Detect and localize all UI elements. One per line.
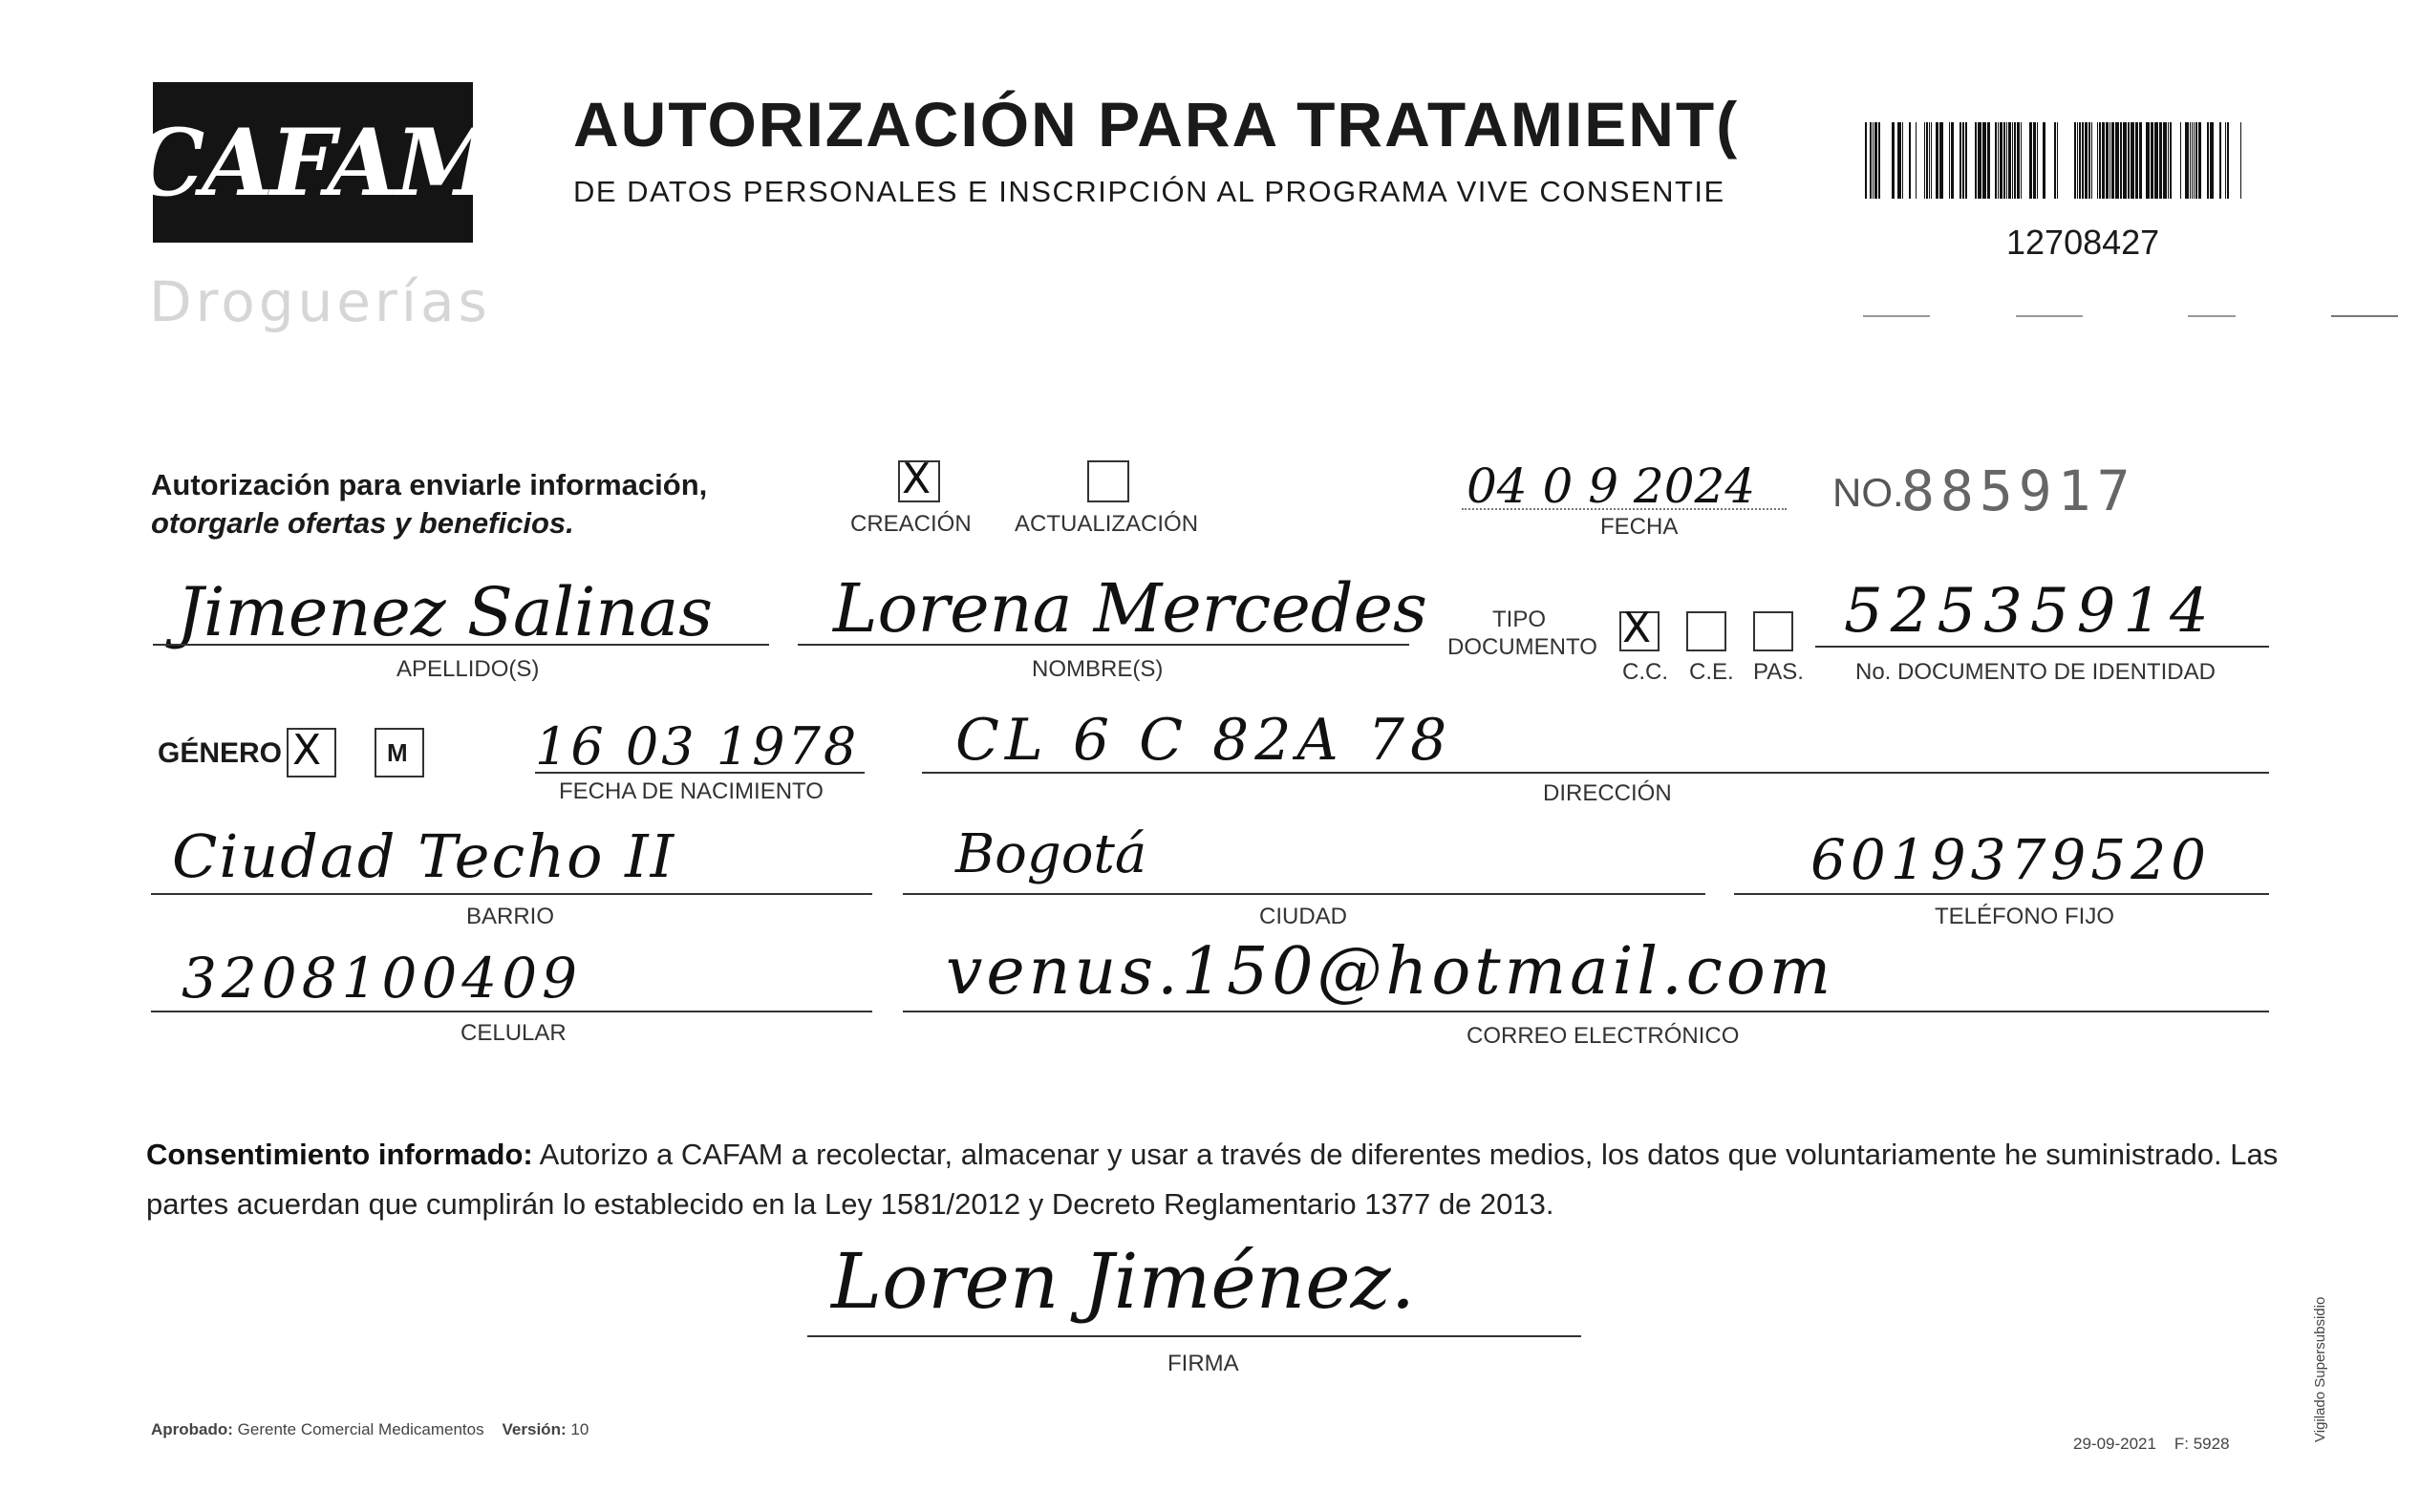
barcode-bar xyxy=(1975,122,1977,199)
correo-line xyxy=(903,1011,2269,1012)
barrio-label: BARRIO xyxy=(466,904,555,929)
barcode-bar xyxy=(1916,122,1917,199)
barcode-bar xyxy=(1987,122,1990,199)
celular-value: 3208100409 xyxy=(182,946,583,1011)
aprobado-label: Aprobado: xyxy=(151,1420,233,1438)
barcode-bar xyxy=(2210,122,2214,199)
barcode-bar xyxy=(2225,122,2226,199)
barcode-bar xyxy=(2091,122,2092,199)
doc-cc-label: C.C. xyxy=(1622,659,1668,685)
barcode-bar xyxy=(2008,122,2011,199)
barcode-bar xyxy=(2097,122,2098,199)
barcode-bar xyxy=(1926,122,1928,199)
folio-number: 885917 xyxy=(1901,458,2136,523)
date-value: 04 0 9 2024 xyxy=(1467,458,1756,514)
auth-intro-line2: otorgarle ofertas y beneficios. xyxy=(151,506,574,540)
version-value: 10 xyxy=(570,1420,589,1438)
actualizacion-label: ACTUALIZACIÓN xyxy=(1015,511,1199,537)
barrio-line xyxy=(151,893,872,895)
apellidos-line xyxy=(153,644,769,646)
barcode-bar xyxy=(1897,122,1901,199)
consent-heading: Consentimiento informado: xyxy=(146,1138,533,1171)
sub-brand: Droguerías xyxy=(149,269,491,334)
footer-codes xyxy=(2073,1435,2230,1454)
barcode-bar xyxy=(2198,122,2201,199)
version-label: Versión: xyxy=(502,1420,567,1438)
barcode-bar xyxy=(1982,122,1986,199)
documento-line xyxy=(1815,646,2269,648)
celular-line xyxy=(151,1011,872,1012)
barcode-bar xyxy=(2207,122,2209,199)
barcode-bar xyxy=(2135,122,2138,199)
genero-label: GÉNERO xyxy=(158,737,283,769)
barcode-number: 12708427 xyxy=(2006,223,2160,262)
barcode xyxy=(1865,122,2247,199)
barcode-bar xyxy=(2037,122,2038,199)
doc-ce-label: C.E. xyxy=(1689,659,1734,685)
creacion-label: CREACIÓN xyxy=(850,511,972,537)
barcode-bar xyxy=(2109,122,2110,199)
nacimiento-label: FECHA DE NACIMIENTO xyxy=(559,778,824,804)
correo-value: venus.150@hotmail.com xyxy=(946,934,1835,1010)
barcode-bar xyxy=(1960,122,1961,199)
barcode-bar xyxy=(1939,122,1943,199)
barcode-bar xyxy=(2192,122,2193,199)
apellidos-label: APELLIDO(S) xyxy=(396,656,540,682)
doc-ce-checkbox[interactable] xyxy=(1686,611,1726,651)
nacimiento-line xyxy=(535,772,865,774)
barcode-bar xyxy=(2151,122,2153,199)
barcode-bar xyxy=(1965,122,1967,199)
barcode-bar xyxy=(2106,122,2109,199)
folio-label: NO. xyxy=(1832,470,1904,515)
date-label: FECHA xyxy=(1600,514,1679,540)
barcode-bar xyxy=(1873,122,1874,199)
barcode-bar xyxy=(1870,122,1872,199)
barcode-bar xyxy=(2079,122,2081,199)
consent-paragraph xyxy=(146,1130,2286,1229)
ciudad-line xyxy=(903,893,1705,895)
barcode-bar xyxy=(2054,122,2056,199)
barcode-bar xyxy=(1874,122,1877,199)
telefono-label: TELÉFONO FIJO xyxy=(1935,904,2115,929)
barcode-bar xyxy=(1998,122,1999,199)
barcode-bar xyxy=(2115,122,2119,199)
genero-f-mark: X xyxy=(292,726,322,775)
barcode-bar xyxy=(2123,122,2127,199)
barcode-bar xyxy=(2195,122,2197,199)
barcode-bar xyxy=(1902,122,1903,199)
form-title: AUTORIZACIÓN PARA TRATAMIENT( xyxy=(573,89,1740,160)
doc-pas-label: PAS. xyxy=(1753,659,1804,685)
barcode-bar xyxy=(2240,122,2241,199)
barcode-bar xyxy=(2190,122,2191,199)
barcode-bar xyxy=(2085,122,2088,199)
barcode-bar xyxy=(2146,122,2150,199)
documento-value: 52535914 xyxy=(1844,576,2217,647)
barcode-bar xyxy=(2029,122,2032,199)
barcode-bar xyxy=(2102,122,2105,199)
barcode-bar xyxy=(2154,122,2158,199)
footer-date-code: 29-09-2021 xyxy=(2073,1435,2156,1453)
genero-m-label: M xyxy=(387,738,408,767)
barcode-bar xyxy=(2088,122,2090,199)
barcode-bar xyxy=(2159,122,2162,199)
doc-pas-checkbox[interactable] xyxy=(1753,611,1793,651)
direccion-value: CL 6 C 82A 78 xyxy=(955,707,1453,774)
barcode-bar xyxy=(2111,122,2114,199)
aprobado-value: Gerente Comercial Medicamentos xyxy=(237,1420,484,1438)
barcode-bar xyxy=(1962,122,1964,199)
header-dash xyxy=(2188,315,2236,317)
form-subtitle: DE DATOS PERSONALES E INSCRIPCIÓN AL PROGRAMA VIVE CONSENTIE xyxy=(573,175,1725,208)
cafam-logo: CAFAM xyxy=(153,82,473,243)
barcode-bar xyxy=(2057,122,2058,199)
barcode-bar xyxy=(1892,122,1895,199)
barcode-bar xyxy=(2120,122,2122,199)
barcode-bar xyxy=(1865,122,1867,199)
barcode-bar xyxy=(1978,122,1981,199)
barcode-bar xyxy=(1995,122,1997,199)
barcode-bar xyxy=(2021,122,2022,199)
documento-label: No. DOCUMENTO DE IDENTIDAD xyxy=(1855,659,2216,685)
barcode-bar xyxy=(2227,122,2229,199)
nacimiento-value: 16 03 1978 xyxy=(535,716,860,777)
correo-label: CORREO ELECTRÓNICO xyxy=(1467,1023,1740,1049)
barcode-bar xyxy=(1924,122,1925,199)
barcode-bar xyxy=(2099,122,2101,199)
barcode-bar xyxy=(2043,122,2045,199)
apellidos-value: Jimenez Salinas xyxy=(177,573,714,651)
celular-label: CELULAR xyxy=(460,1020,567,1046)
barcode-bar xyxy=(2033,122,2036,199)
telefono-value: 6019379520 xyxy=(1810,827,2212,892)
barcode-bar xyxy=(1909,122,1911,199)
barcode-bar xyxy=(2074,122,2076,199)
ciudad-value: Bogotá xyxy=(955,823,1147,885)
barcode-bar xyxy=(2168,122,2169,199)
barcode-bar xyxy=(2012,122,2013,199)
barcode-bar xyxy=(2180,122,2181,199)
doc-cc-mark: X xyxy=(1622,604,1652,652)
barcode-bar xyxy=(2077,122,2078,199)
barcode-bar xyxy=(2219,122,2221,199)
signature-line xyxy=(807,1335,1581,1337)
ciudad-label: CIUDAD xyxy=(1259,904,1348,929)
barcode-bar xyxy=(2014,122,2016,199)
consent-text: Autorizo a CAFAM a recolectar, almacenar y usar a través de diferentes medios, los datos que voluntariamente he suministrado. Las partes acuerdan que cumplirán lo establecido en la Ley 1581/2012 y Decreto Reglamentario 1377 de 2013. xyxy=(146,1138,2279,1221)
creacion-check-mark: X xyxy=(902,455,932,503)
actualizacion-checkbox[interactable] xyxy=(1087,460,1129,502)
barcode-bar xyxy=(2017,122,2020,199)
barcode-bar xyxy=(1936,122,1938,199)
header-dash xyxy=(2016,315,2083,317)
nombres-value: Lorena Mercedes xyxy=(833,569,1427,648)
barcode-bar xyxy=(2082,122,2084,199)
barcode-bar xyxy=(2185,122,2189,199)
tipo-doc-label-2: DOCUMENTO xyxy=(1447,634,1597,660)
signature-label: FIRMA xyxy=(1167,1351,1239,1376)
barcode-bar xyxy=(2139,122,2142,199)
barrio-value: Ciudad Techo II xyxy=(172,821,676,891)
barcode-bar xyxy=(2006,122,2007,199)
date-line xyxy=(1462,508,1787,510)
direccion-label: DIRECCIÓN xyxy=(1543,780,1672,806)
footer-form-code: F: 5928 xyxy=(2174,1435,2230,1453)
barcode-bar xyxy=(2128,122,2130,199)
barcode-bar xyxy=(1929,122,1930,199)
footer-approval xyxy=(151,1420,589,1439)
barcode-bar xyxy=(2131,122,2134,199)
barcode-bar xyxy=(2170,122,2172,199)
barcode-bar xyxy=(1878,122,1880,199)
direccion-line xyxy=(922,772,2269,774)
header-dash xyxy=(2331,315,2398,317)
auth-intro-line1: Autorización para enviarle información, xyxy=(151,468,708,501)
signature: Loren Jiménez. xyxy=(831,1237,1416,1326)
barcode-bar xyxy=(2003,122,2005,199)
nombres-label: NOMBRE(S) xyxy=(1032,656,1164,682)
barcode-bar xyxy=(1951,122,1954,199)
barcode-bar xyxy=(2163,122,2167,199)
telefono-line xyxy=(1734,893,2269,895)
tipo-doc-label-1: TIPO xyxy=(1492,607,1547,632)
barcode-bar xyxy=(2194,122,2195,199)
barcode-bar xyxy=(2000,122,2002,199)
barcode-bar xyxy=(1931,122,1932,199)
vertical-vigilado-text: Vigilado Supersubsidio xyxy=(2312,1296,2328,1442)
nombres-line xyxy=(798,644,1409,646)
header-dash xyxy=(1863,315,1930,317)
barcode-bar xyxy=(1949,122,1950,199)
